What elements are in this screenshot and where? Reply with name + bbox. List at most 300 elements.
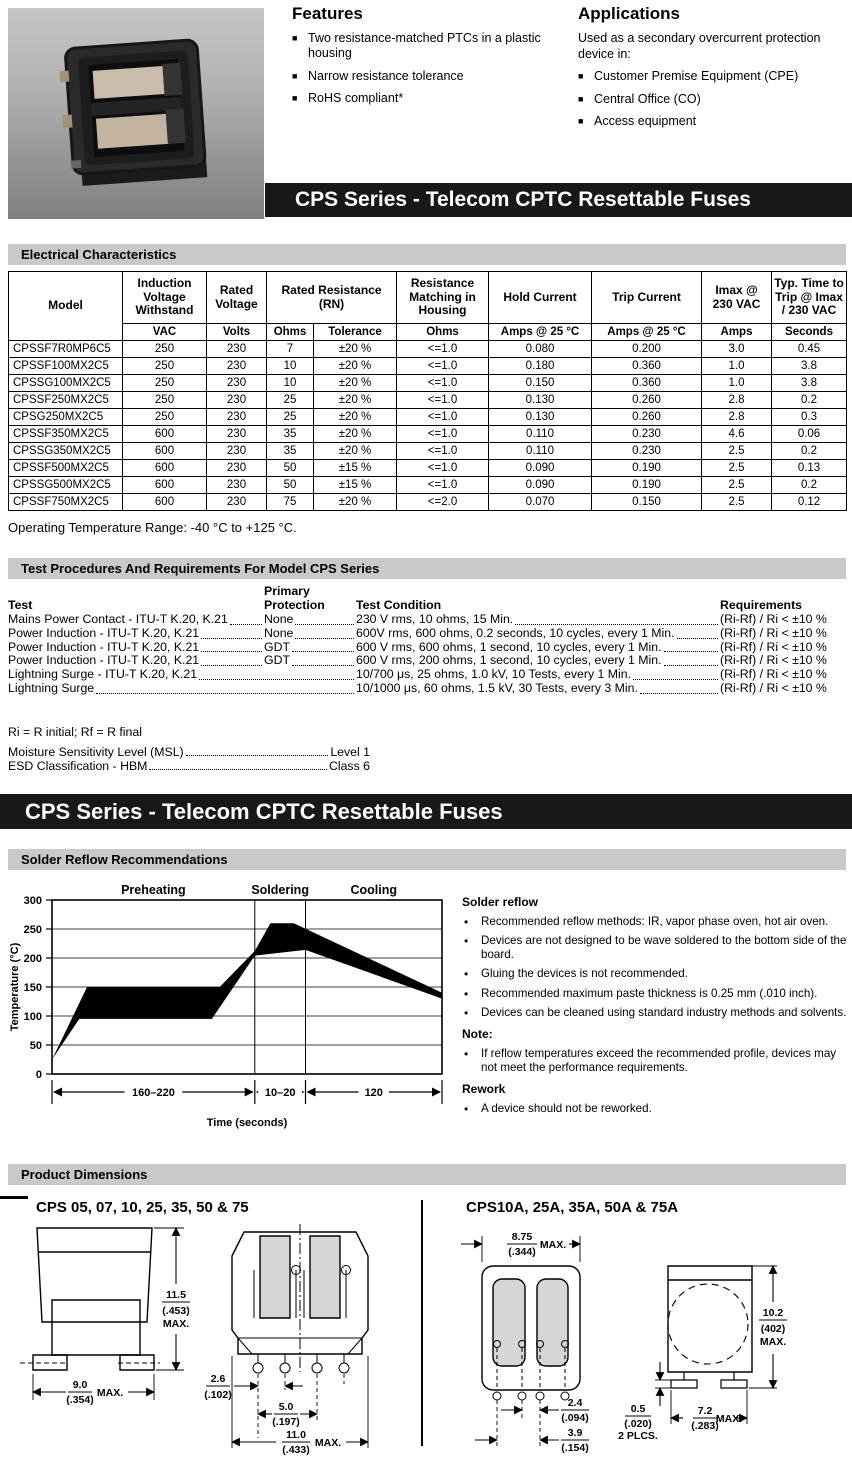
dim-pitch1-mm: 2.4 [567,1397,583,1409]
value-cell: 0.190 [592,460,702,477]
model-cell: CPSSF7R0MP6C5 [9,341,123,358]
test-name: Lightning Surge [8,682,356,696]
model-cell: CPSSF500MX2C5 [9,460,123,477]
square-bullet-icon: ■ [578,71,584,82]
dot-bullet-icon: • [464,986,469,1001]
msl-value: Level 1 [330,745,370,759]
reflow-rework-list [462,1102,850,1116]
crop-mark [0,1196,28,1199]
dotted-leader [149,759,327,770]
col-model: Model [9,272,123,341]
esd-line [8,759,370,773]
dim-width-in: (.354) [66,1394,94,1406]
ri-rf-footnote: Ri = R initial; Rf = R final [8,725,142,739]
zone-duration-label: 120 [364,1087,383,1099]
features-block [292,4,572,113]
bullet-text: Narrow resistance tolerance [308,68,464,83]
test-name: Power Induction - ITU-T K.20, K.21 [8,641,264,655]
value-cell: 0.360 [592,358,702,375]
y-axis-title: Temperature (°C) [9,942,21,1032]
dotted-leader [201,627,262,639]
operating-temperature-note: Operating Temperature Range: -40 °C to +125 °C. [8,520,297,535]
y-tick-label: 50 [29,1039,42,1052]
dotted-leader [96,682,354,694]
ptc-device-image [8,8,264,219]
x-axis-title: Time (seconds) [206,1117,288,1129]
dotted-leader [664,641,718,653]
value-cell: 0.230 [592,443,702,460]
value-cell: 250 [123,358,207,375]
value-cell: 0.190 [592,477,702,494]
dot-bullet-icon: • [464,1102,469,1117]
model-cell: CPSSG100MX2C5 [9,375,123,392]
value-cell: ±20 % [314,494,397,511]
value-cell: ±20 % [314,443,397,460]
zone-label: Cooling [350,883,398,897]
value-cell: 7 [267,341,314,358]
series-banner-middle: CPS Series - Telecom CPTC Resettable Fuses [0,794,852,829]
table-row [9,409,847,426]
section-electrical-characteristics: Electrical Characteristics [8,244,846,265]
square-bullet-icon: ■ [578,115,584,126]
test-protection: GDT [264,641,356,655]
value-cell: 0.200 [592,341,702,358]
bullet-item [292,69,572,84]
dim-width-mm: 9.0 [72,1379,88,1391]
value-cell: ±20 % [314,358,397,375]
test-protection: None [264,627,356,641]
value-cell: <=1.0 [397,358,489,375]
bullet-text: A device should not be reworked. [481,1102,652,1116]
dotted-leader [295,627,354,639]
dim-height-max: MAX. [759,1336,787,1348]
value-cell: 0.110 [489,443,592,460]
value-cell: 1.0 [702,375,772,392]
section-test-procedures: Test Procedures And Requirements For Model CPS Series [8,558,846,579]
zone-duration-label: 160–220 [131,1087,175,1099]
value-cell: ±20 % [314,426,397,443]
dim-pitch2-in: (.197) [272,1416,300,1428]
dim-overall-mm: 11.0 [286,1429,306,1441]
dotted-leader [677,627,718,639]
dim-pitch2-mm: 3.9 [567,1427,583,1439]
value-cell: ±20 % [314,409,397,426]
dim-depth-in: (.283) [691,1420,719,1432]
square-bullet-icon: ■ [292,70,298,81]
test-condition: 10/700 μs, 25 ohms, 1.0 kV, 10 Tests, every 1 Min. [356,668,720,682]
value-cell: 230 [207,460,267,477]
value-cell: 600 [123,426,207,443]
value-cell: <=1.0 [397,460,489,477]
applications-block [578,4,846,136]
test-row [8,613,846,627]
value-cell: ±20 % [314,341,397,358]
rework-heading: Rework [462,1082,506,1097]
bullet-text: If reflow temperatures exceed the recommended profile, devices may not meet the performance requirements. [481,1046,837,1074]
table-row [9,477,847,494]
value-cell: 0.13 [772,460,847,477]
dim-height-in: (402) [760,1323,786,1335]
dot-bullet-icon: • [464,934,469,949]
test-protection: GDT [264,654,356,668]
bullet-text: Customer Premise Equipment (CPE) [594,69,799,84]
value-cell: 3.8 [772,358,847,375]
zone-label: Soldering [251,883,309,897]
electrical-table-body [9,341,847,511]
square-bullet-icon: ■ [292,92,298,103]
value-cell: 4.6 [702,426,772,443]
bullet-text: Recommended reflow methods: IR, vapor phase oven, hot air oven. [481,915,829,928]
value-cell: 0.080 [489,341,592,358]
bullet-item [462,1047,850,1075]
col-rated-resistance: Rated Resistance (RN) [267,272,397,324]
dim-pitch2-mm: 5.0 [278,1401,294,1413]
test-condition: 600V rms, 600 ohms, 0.2 seconds, 10 cycles, every 1 Min. [356,627,720,641]
test-row [8,641,846,655]
value-cell: <=1.0 [397,443,489,460]
product-photo [8,8,264,219]
value-cell: 250 [123,375,207,392]
value-cell: 25 [267,409,314,426]
unit-seconds: Seconds [772,324,847,341]
value-cell: 600 [123,460,207,477]
value-cell: <=1.0 [397,341,489,358]
test-protection: None [264,613,356,627]
dimension-drawing-cps [8,1222,421,1460]
test-header-condition: Test Condition [356,598,442,612]
col-induction-voltage: Induction Voltage Withstand [123,272,207,324]
value-cell: 2.8 [702,392,772,409]
zone-duration-label: 10–20 [264,1087,296,1099]
value-cell: 250 [123,409,207,426]
value-cell: 75 [267,494,314,511]
dot-bullet-icon: • [464,915,469,929]
reflow-profile-chart [6,882,458,1140]
applications-intro: Used as a secondary overcurrent protection device in: [578,31,821,61]
value-cell: 0.45 [772,341,847,358]
bullet-item [462,967,850,981]
dotted-leader [292,641,354,653]
value-cell: ±15 % [314,477,397,494]
test-requirements: (Ri-Rf) / Ri < ±10 % [720,625,827,640]
test-requirements: (Ri-Rf) / Ri < ±10 % [720,667,827,682]
table-row [9,358,847,375]
value-cell: 230 [207,358,267,375]
dim-topwidth-mm: 8.75 [511,1231,533,1243]
model-cell: CPSSF750MX2C5 [9,494,123,511]
unit-amps: Amps [702,324,772,341]
section-product-dimensions: Product Dimensions [8,1164,846,1185]
model-cell: CPSSF100MX2C5 [9,358,123,375]
value-cell: <=1.0 [397,409,489,426]
y-tick-label: 300 [23,894,42,907]
features-list [292,31,572,106]
col-imax: Imax @ 230 VAC [702,272,772,324]
dimension-drawing-cps-a [455,1222,852,1460]
bullet-item [292,91,572,106]
y-tick-label: 150 [23,981,42,994]
model-cell: CPSSG500MX2C5 [9,477,123,494]
test-row [8,668,846,682]
dim-pitch2-in: (.154) [561,1442,589,1454]
zone-label: Preheating [121,883,186,897]
test-row [8,627,846,641]
applications-list [578,69,846,129]
bullet-text: Central Office (CO) [594,91,701,106]
col-rated-voltage: Rated Voltage [207,272,267,324]
electrical-table [8,271,847,511]
dotted-leader [295,613,354,625]
test-header-test: Test [8,598,33,612]
reflow-notes-list [462,915,850,1020]
value-cell: 230 [207,443,267,460]
bullet-text: Devices are not designed to be wave soldered to the bottom side of the board. [481,934,847,962]
bullet-item [578,92,846,107]
esd-value: Class 6 [328,759,370,773]
test-name: Power Induction - ITU-T K.20, K.21 [8,654,264,668]
table-row [9,341,847,358]
test-name: Mains Power Contact - ITU-T K.20, K.21 [8,613,264,627]
value-cell: 600 [123,477,207,494]
value-cell: 250 [123,341,207,358]
value-cell: 2.5 [702,443,772,460]
value-cell: 0.06 [772,426,847,443]
bullet-item [578,69,846,84]
value-cell: <=1.0 [397,426,489,443]
dim-overall-max: MAX. [314,1437,342,1449]
dim-height-mm: 11.5 [166,1289,186,1301]
square-bullet-icon: ■ [578,93,584,104]
dim-pitch1-in: (.094) [561,1412,589,1424]
dim-topwidth-in: (.344) [508,1246,536,1258]
value-cell: 0.260 [592,409,702,426]
dimensions-divider [421,1200,423,1446]
model-cell: CPSSF350MX2C5 [9,426,123,443]
value-cell: 0.2 [772,443,847,460]
test-row [8,682,846,696]
col-hold-current: Hold Current [489,272,592,324]
value-cell: 230 [207,392,267,409]
value-cell: 0.150 [592,494,702,511]
value-cell: 2.8 [702,409,772,426]
unit-ohms: Ohms [267,324,314,341]
value-cell: 0.230 [592,426,702,443]
dotted-leader [186,745,329,756]
dim-height-in: (.453) [162,1305,190,1317]
applications-title: Applications [578,4,681,23]
col-typ-time: Typ. Time to Trip @ Imax / 230 VAC [772,272,847,324]
value-cell: 600 [123,443,207,460]
dim-standoff-plcs: 2 PLCS. [618,1430,658,1442]
dot-bullet-icon: • [464,967,469,982]
value-cell: 230 [207,375,267,392]
value-cell: 0.150 [489,375,592,392]
value-cell: 0.2 [772,392,847,409]
bullet-text: Two resistance-matched PTCs in a plastic housing [308,31,541,61]
dim-right-title: CPS10A, 25A, 35A, 50A & 75A [466,1199,679,1216]
value-cell: 10 [267,375,314,392]
dim-width-max: MAX. [96,1387,124,1399]
model-cell: CPSSG350MX2C5 [9,443,123,460]
value-cell: 0.090 [489,477,592,494]
y-tick-label: 250 [23,923,42,936]
value-cell: 230 [207,341,267,358]
reflow-band [52,923,442,1059]
bullet-item [462,1102,850,1116]
value-cell: 250 [123,392,207,409]
value-cell: 35 [267,426,314,443]
y-tick-label: 100 [23,1010,42,1023]
table-row [9,443,847,460]
value-cell: 25 [267,392,314,409]
value-cell: 3.0 [702,341,772,358]
value-cell: 230 [207,426,267,443]
value-cell: 10 [267,358,314,375]
value-cell: 0.090 [489,460,592,477]
value-cell: 0.130 [489,392,592,409]
table-row [9,426,847,443]
bullet-item [462,934,850,962]
col-trip-current: Trip Current [592,272,702,324]
table-row [9,494,847,511]
unit-amps-hold: Amps @ 25 °C [489,324,592,341]
table-row [9,375,847,392]
test-condition: 600 V rms, 200 ohms, 1 second, 10 cycles, every 1 Min. [356,654,720,668]
dotted-leader [640,682,718,694]
bullet-item [462,987,850,1001]
value-cell: 0.130 [489,409,592,426]
value-cell: 0.360 [592,375,702,392]
dotted-leader [664,654,718,666]
value-cell: ±20 % [314,375,397,392]
value-cell: 0.3 [772,409,847,426]
value-cell: 0.12 [772,494,847,511]
test-name: Lightning Surge - ITU-T K.20, K.21 [8,668,356,682]
value-cell: 50 [267,460,314,477]
reflow-note-list [462,1047,850,1075]
value-cell: <=2.0 [397,494,489,511]
value-cell: 35 [267,443,314,460]
dim-height-max: MAX. [162,1318,190,1330]
note-heading: Note: [462,1026,493,1041]
dot-bullet-icon: • [464,1046,469,1061]
solder-reflow-notes [462,895,850,1121]
dotted-leader [633,668,718,680]
table-row [9,460,847,477]
bullet-text: Recommended maximum paste thickness is 0.25 mm (.010 inch). [481,986,818,1000]
dot-bullet-icon: • [464,1005,469,1020]
value-cell: 50 [267,477,314,494]
test-requirements: (Ri-Rf) / Ri < ±10 % [720,653,827,668]
bullet-text: Access equipment [594,113,697,128]
test-condition: 230 V rms, 10 ohms, 15 Min. [356,613,720,627]
test-header-primary: Primary [264,584,310,598]
features-title: Features [292,4,363,23]
bullet-item [462,915,850,929]
value-cell: 230 [207,494,267,511]
series-banner-top: CPS Series - Telecom CPTC Resettable Fuses [265,183,852,217]
dotted-leader [230,613,262,625]
test-header-requirements: Requirements [720,598,803,612]
test-condition: 600 V rms, 600 ohms, 1 second, 10 cycles, every 1 Min. [356,641,720,655]
test-condition: 10/1000 μs, 60 ohms, 1.5 kV, 30 Tests, every 3 Min. [356,682,720,696]
dim-pitch1-mm: 2.6 [210,1373,226,1385]
test-requirements: (Ri-Rf) / Ri < ±10 % [720,680,827,695]
dim-standoff-mm: 0.5 [630,1403,646,1415]
test-header-row [8,598,846,613]
dotted-leader [201,654,262,666]
dotted-leader [292,654,354,666]
dim-height-mm: 10.2 [762,1307,784,1319]
unit-amps-trip: Amps @ 25 °C [592,324,702,341]
msl-line [8,745,370,759]
value-cell: 2.5 [702,460,772,477]
value-cell: 230 [207,409,267,426]
bullet-item [578,114,846,129]
value-cell: 2.5 [702,477,772,494]
dim-depth-max: MAX. [715,1413,743,1425]
value-cell: <=1.0 [397,392,489,409]
dotted-leader [515,613,718,625]
square-bullet-icon: ■ [292,33,298,43]
dim-overall-in: (.433) [282,1444,310,1456]
bullet-text: RoHS compliant* [308,90,404,105]
model-cell: CPSSF250MX2C5 [9,392,123,409]
value-cell: 0.110 [489,426,592,443]
dim-depth-mm: 7.2 [697,1405,713,1417]
value-cell: <=1.0 [397,477,489,494]
test-requirements: (Ri-Rf) / Ri < ±10 % [720,612,827,626]
y-tick-label: 0 [35,1068,42,1081]
solder-reflow-heading: Solder reflow [462,895,539,909]
dim-standoff-in: (.020) [624,1418,652,1430]
unit-volts: Volts [207,324,267,341]
model-cell: CPSG250MX2C5 [9,409,123,426]
unit-vac: VAC [123,324,207,341]
dotted-leader [201,641,262,653]
value-cell: 1.0 [702,358,772,375]
value-cell: ±20 % [314,392,397,409]
test-procedures-block [8,584,846,696]
bullet-text: Devices can be cleaned using standard industry methods and solvents. [481,1005,847,1019]
bullet-item [292,31,572,62]
unit-tolerance: Tolerance [314,324,397,341]
dim-left-title: CPS 05, 07, 10, 25, 35, 50 & 75 [36,1199,249,1216]
dim-topwidth-max: MAX. [539,1239,567,1251]
value-cell: 600 [123,494,207,511]
esd-label: ESD Classification - HBM [8,759,148,773]
value-cell: 0.260 [592,392,702,409]
table-row [9,392,847,409]
test-row [8,654,846,668]
value-cell: <=1.0 [397,375,489,392]
msl-label: Moisture Sensitivity Level (MSL) [8,745,184,759]
value-cell: ±15 % [314,460,397,477]
value-cell: 3.8 [772,375,847,392]
y-tick-label: 200 [23,952,42,965]
col-resistance-matching: Resistance Matching in Housing [397,272,489,324]
value-cell: 0.070 [489,494,592,511]
test-requirements: (Ri-Rf) / Ri < ±10 % [720,639,827,654]
bullet-item [462,1006,850,1020]
dim-pitch1-in: (.102) [204,1389,232,1401]
test-header-protection: Protection [264,598,325,612]
section-solder-reflow: Solder Reflow Recommendations [8,849,846,870]
value-cell: 230 [207,477,267,494]
test-name: Power Induction - ITU-T K.20, K.21 [8,627,264,641]
value-cell: 0.180 [489,358,592,375]
dotted-leader [199,668,354,680]
